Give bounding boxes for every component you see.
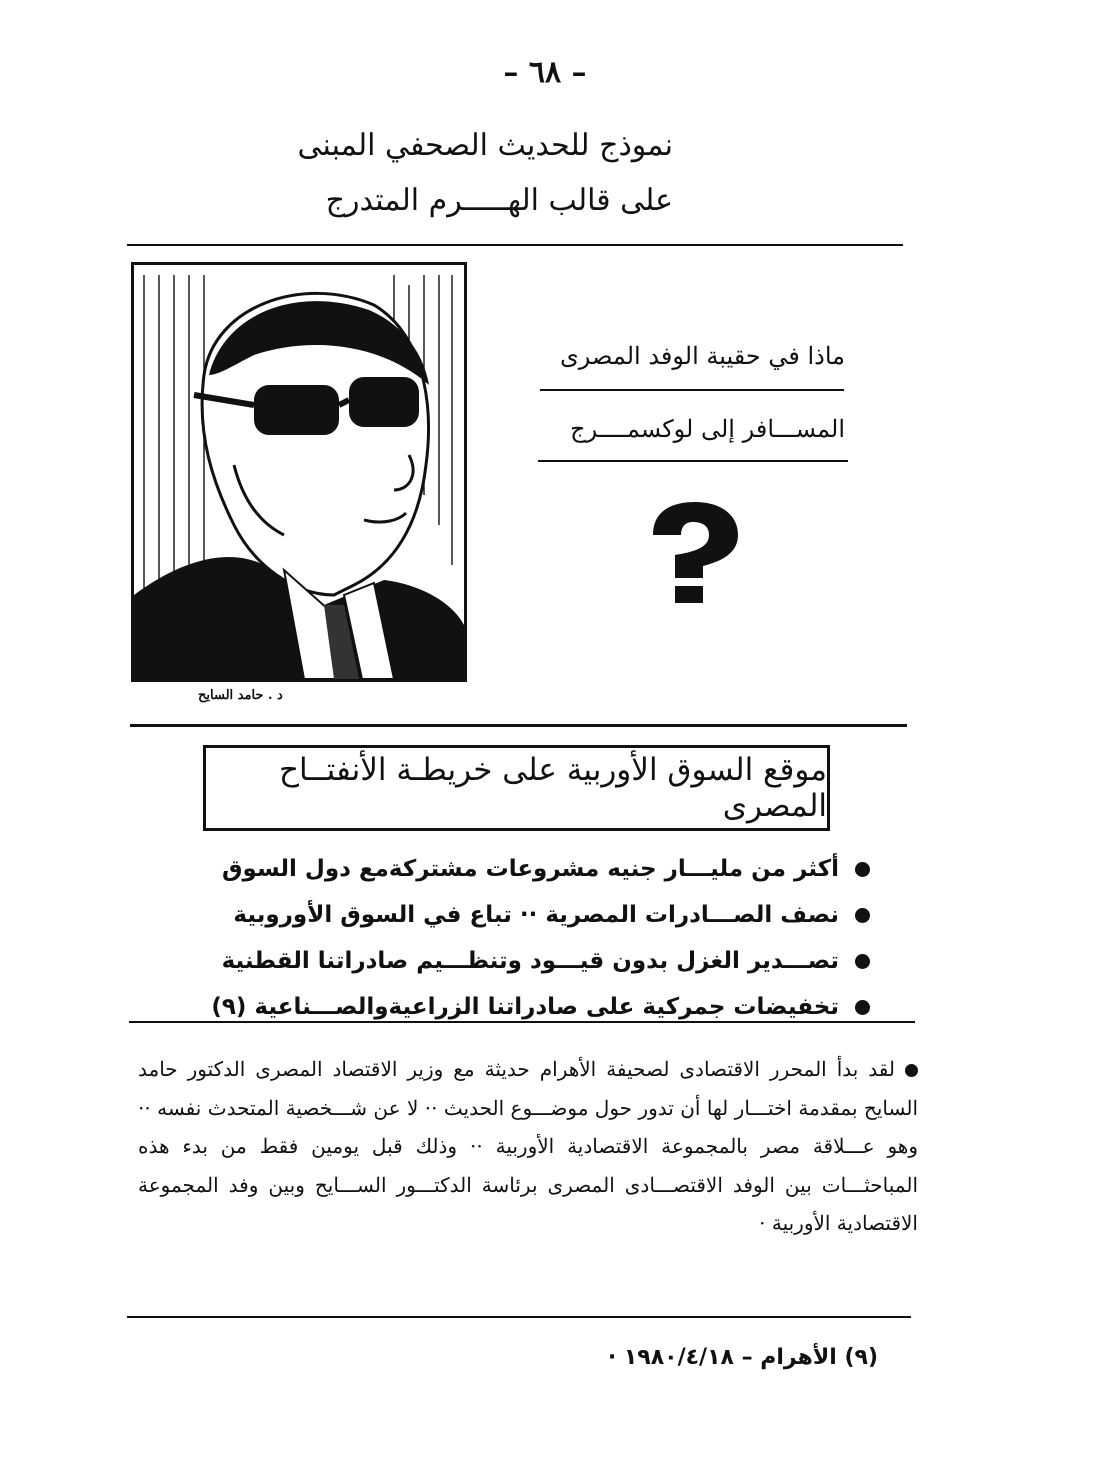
- boxed-headline-text: موقع السوق الأوربية على خريطـة الأنفتــاح المصرى: [278, 752, 827, 824]
- list-item: [210, 846, 870, 892]
- boxed-headline: [203, 745, 830, 831]
- bullet-icon: [855, 1000, 870, 1015]
- list-item-text: نصف الصـــادرات المصرية ·· تباع في السوق الأوروبية: [233, 902, 839, 928]
- divider-bottom: [127, 1316, 911, 1318]
- divider-lower: [129, 1021, 915, 1023]
- divider-top: [127, 244, 903, 246]
- body-paragraph-text: لقد بدأ المحرر الاقتصادى لصحيفة الأهرام حديثة مع وزير الاقتصاد المصرى الدكتور حامد السايح بمقدمة اختـــار لها أن تدور حول موضـــوع الحديث ·· لا عن شـــخصية المتحدث نفسه ·· وهو عـــلاقة مصر بالمجموعة الاقتصادية الأوربية ·· وذلك قبل يومين فقط من بدء هذه المباحثـــات بين الوفد الاقتصـــادى المصرى برئاسة الدكتـــور الســـايح وبين وفد المجموعة الاقتصادية الأوربية ·: [138, 1057, 918, 1235]
- page-title-line-1: نموذج للحديث الصحفي المبنى: [297, 128, 673, 163]
- body-paragraph: [138, 1050, 918, 1243]
- bullet-icon: [855, 862, 870, 877]
- list-item: [210, 938, 870, 984]
- divider-middle: [130, 724, 907, 727]
- list-item: [210, 984, 870, 1030]
- list-item: [210, 892, 870, 938]
- headline-line-1: ماذا في حقيبة الوفد المصرى: [560, 342, 845, 370]
- headline-underline-2: [538, 460, 848, 462]
- list-item-text: تصـــدير الغزل بدون قيـــود وتنظـــيم صادراتنا القطنية: [221, 948, 839, 974]
- question-mark-icon: [643, 500, 743, 605]
- page-title-line-2: على قالب الهـــــرم المتدرج: [325, 183, 673, 218]
- headline-underline-1: [540, 389, 844, 391]
- portrait-caption: د . حامد السايح: [198, 688, 283, 703]
- bullet-icon: [855, 954, 870, 969]
- footnote: (٩) الأهرام – ١٩٨٠/٤/١٨ ·: [607, 1345, 878, 1370]
- bullet-list: [210, 846, 870, 1030]
- headline-line-2: المســـافر إلى لوكسمــــرج: [570, 415, 845, 443]
- list-item-text: أكثر من مليـــار جنيه مشروعات مشتركةمع دول السوق: [221, 856, 839, 882]
- page-number: – ٦٨ –: [503, 55, 587, 90]
- bullet-icon: [905, 1064, 918, 1077]
- portrait-drawing: [134, 265, 464, 679]
- portrait-illustration: [131, 262, 467, 682]
- bullet-icon: [855, 908, 870, 923]
- list-item-text: تخفيضات جمركية على صادراتنا الزراعيةوالصـــناعية (٩): [211, 994, 839, 1020]
